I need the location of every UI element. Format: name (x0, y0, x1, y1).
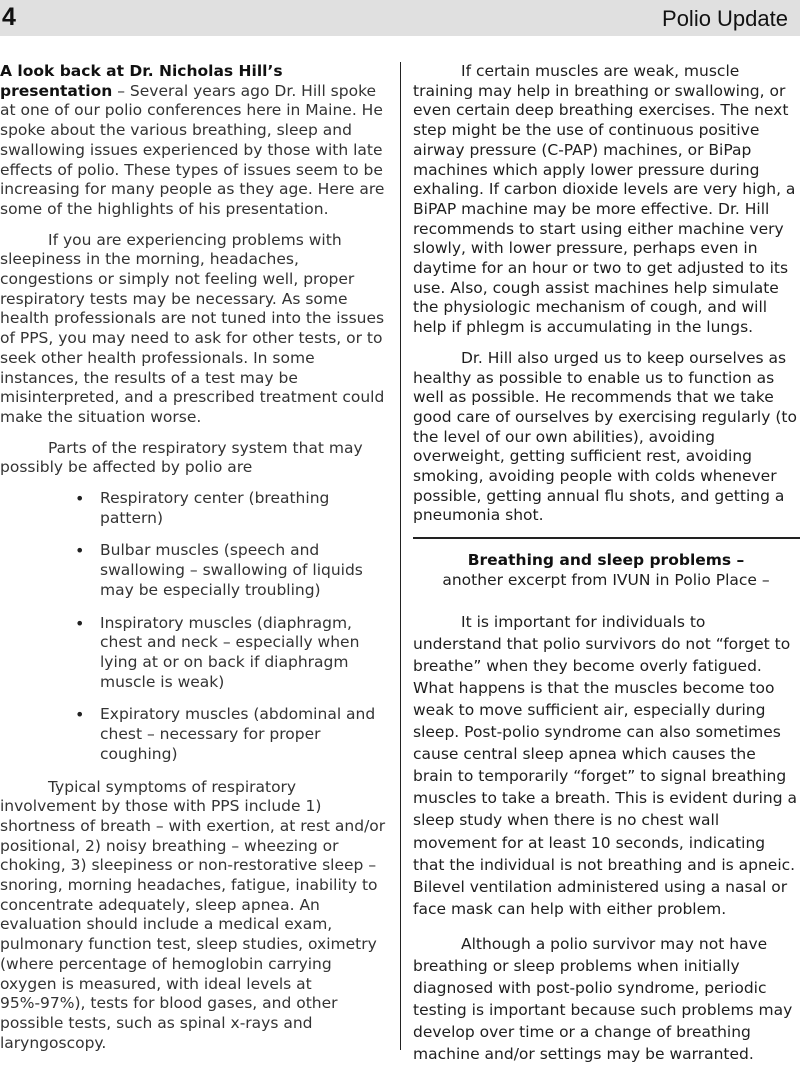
section-heading (413, 551, 799, 590)
intro-text: – Several years ago Dr. Hill spoke at one of our polio conferences here in Maine. He spoke about the various breathing, sleep and swallowing issues experienced by those with late effects of polio. These types of issues seem to be increasing for many people as they age. Here are some of the highlights of his presentation. (0, 81, 385, 218)
right-column (413, 62, 799, 1078)
list-item: • Bulbar muscles (speech and swallowing – swallowing of liquids may be especially troubling) (0, 541, 392, 600)
column-divider (400, 62, 401, 1050)
left-column (0, 62, 392, 1064)
paragraph-typical-symptoms: Typical symptoms of respiratory involvement by those with PPS include 1) shortness of breath – with exertion, at rest and/or positional, 2) noisy breathing – wheezing or choking, 3) sleepiness or non-restorative sleep – snoring, morning headaches, fatigue, inability to concentrate adequately, sleep apnea. An evaluation should include a medical exam, pulmonary function test, sleep studies, oximetry (where percentage of hemoglobin carrying oxygen is measured, with ideal levels at 95%-97%), tests for blood gases, and other possible tests, such as spinal x-rays and laryngoscopy. (0, 777, 386, 1052)
page-number: 4 (2, 3, 16, 31)
section-body (413, 611, 799, 1066)
intro-paragraph (0, 62, 392, 220)
respiratory-parts-list (0, 489, 392, 764)
section-title: Breathing and sleep problems – (467, 551, 745, 570)
paragraph-forget-to-breathe: It is important for individuals to understand that polio survivors do not “forget to breathe” when they become overly fatigued. What happens is that the muscles become too weak to move sufficient air, especially during sleep. Post-polio syndrome can also sometimes cause central sleep apnea which causes the brain to temporarily “forget” to signal breathing muscles to take a breath. This is evident during a sleep study when there is no chest wall movement for at least 10 seconds, indicating that the individual is not breathing and is apneic. Bilevel ventilation administered using a nasal or face mask can help with either problem. (413, 612, 797, 918)
article-headline: A look back at Dr. Nicholas Hill’s presentation (0, 62, 283, 100)
paragraph-symptoms-tests: If you are experiencing problems with sleepiness in the morning, headaches, congestions or simply not feeling well, proper respiratory tests may be necessary. As some health professionals are not tuned into the issues of PPS, you may need to ask for other tests, or to seek other health professionals. In some instances, the results of a test may be misinterpreted, and a prescribed treatment could make the situation worse. (0, 230, 385, 426)
section-subtitle: another excerpt from IVUN in Polio Place – (442, 570, 770, 589)
paragraph-periodic-testing: Although a polio survivor may not have breathing or sleep problems when initially diagnosed with post-polio syndrome, periodic testing is important because such problems may develop over time or a change of breathing machine and/or settings may be warranted. (413, 934, 793, 1064)
list-item: • Inspiratory muscles (diaphragm, chest and neck – especially when lying at or on back if diaphragm muscle is weak) (0, 614, 392, 693)
paragraph-respiratory-parts: Parts of the respiratory system that may possibly be affected by polio are (0, 438, 363, 477)
list-item: • Respiratory center (breathing pattern) (0, 489, 392, 528)
paragraph-healthy-habits: Dr. Hill also urged us to keep ourselves as healthy as possible to enable us to function as well as possible. He recommends that we take good care of ourselves by exercising regularly (to the level of our own abilities), avoiding overweight, getting sufficient rest, avoiding smoking, avoiding people with colds whenever possible, getting annual flu shots, and getting a pneumonia shot. (413, 348, 797, 525)
section-divider (413, 537, 800, 539)
list-item: • Expiratory muscles (abdominal and chest – necessary for proper coughing) (0, 705, 392, 764)
page-header (0, 0, 800, 36)
paragraph-muscle-training: If certain muscles are weak, muscle training may help in breathing or swallowing, or even certain deep breathing exercises. The next step might be the use of continuous positive airway pressure (C-PAP) machines, or BiPap machines which apply lower pressure during exhaling. If carbon dioxide levels are very high, a BiPAP machine may be more effective. Dr. Hill recommends to start using either machine very slowly, with lower pressure, perhaps even in daytime for an hour or two to get adjusted to its use. Also, cough assist machines help simulate the physiologic mechanism of cough, and will help if phlegm is accumulating in the lungs. (413, 62, 796, 337)
publication-title: Polio Update (662, 6, 788, 31)
